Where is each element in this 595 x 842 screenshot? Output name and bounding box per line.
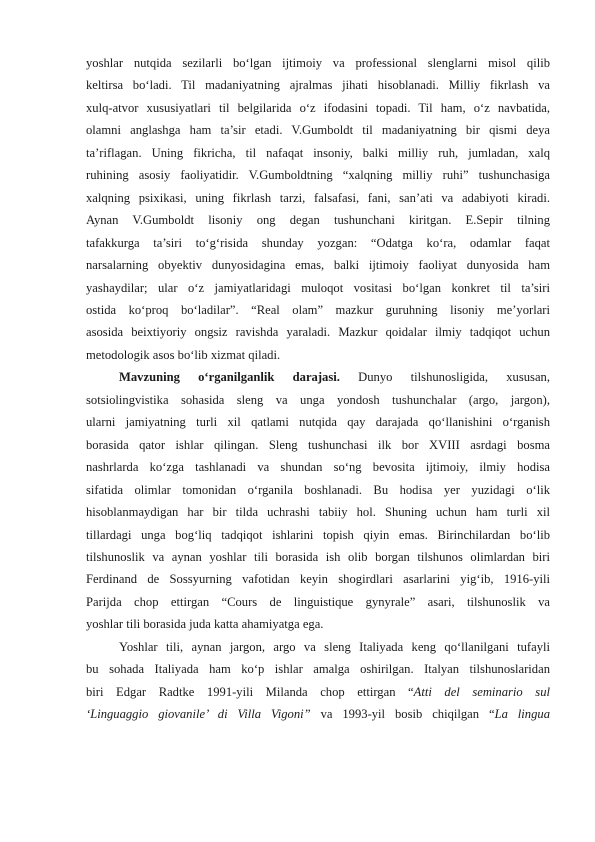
text-line — [86, 681, 550, 703]
text-line: yashaydilar; ular o‘z jamiyatlaridagi muloqot vositasi bo‘lgan konkret til ta’siri — [86, 280, 550, 295]
text-line: tilshunoslik va aynan yoshlar tili borasida ish olib borgan tilshunos olimlardan biri — [86, 549, 550, 564]
text-line: Yoshlar tili, aynan jargon, argo va sleng Italiyada keng qo‘llanilgani tufayli — [119, 639, 550, 654]
body-text — [86, 52, 550, 726]
text-line: ostida ko‘proq bo‘ladilar”. “Real olam” mazkur guruhning lisoniy me’yorlari — [86, 302, 550, 317]
paragraph-3 — [86, 636, 550, 726]
text-line: asosida beixtiyoriy ongsiz ravishda yaraladi. Mazkur qoidalar ilmiy tadqiqot uchun — [86, 325, 550, 340]
text-line: Aynan V.Gumboldt lisoniy ong degan tushunchani kiritgan. E.Sepir tilning — [86, 213, 550, 228]
text-line: tillardagi unga bog‘liq tadqiqot ishlarini topish qiyin emas. Birinchilardan bo‘lib — [86, 527, 550, 542]
text-line: nashrlarda ko‘zga tashlanadi va shundan so‘ng bevosita ijtimoiy, ilmiy hodisa — [86, 460, 550, 475]
text-segment: biri Edgar Radtke 1991-yili Milanda chop ettirgan “ — [86, 684, 414, 699]
text-line: ruhining asosiy faoliyatidir. V.Gumboldtning “xalqning milliy ruhi” tushunchasiga — [86, 168, 550, 183]
text-line: Parijda chop ettirgan “Cours de linguistique gynyrale” asari, tilshunoslik va — [86, 594, 550, 609]
text-line: olamni anglashga ham ta’sir etadi. V.Gumboldt til madaniyatning bir qismi deya — [86, 123, 550, 138]
text-line: narsalarning obyektiv dunyosidagina emas, balki ijtimoiy faoliyat dunyosida ham — [86, 258, 550, 273]
text-line: metodologik asos bo‘lib xizmat qiladi. — [86, 347, 281, 362]
text-line: xalqning psixikasi, uning fikrlash tarzi, falsafasi, fani, san’ati va adabiyoti kiradi. — [86, 190, 550, 205]
text-line: borasida qator ishlar qilingan. Sleng tushunchasi ilk bor XVIII asrdagi bosma — [86, 437, 550, 452]
text-segment: va 1993-yil bosib chiqilgan “ — [310, 707, 495, 722]
text-line: yoshlar tili borasida juda katta ahamiyatga ega. — [86, 617, 324, 632]
text-line: sifatida olimlar tomonidan o‘rganila boshlanadi. Bu hodisa yer yuzidagi o‘lik — [86, 482, 550, 497]
text-line — [86, 366, 550, 388]
section-heading: Mavzuning o‘rganilganlik darajasi. — [119, 370, 340, 385]
text-line: keltirsa bo‘ladi. Til madaniyatning ajralmas jihati hisoblanadi. Milliy fikrlash va — [86, 78, 550, 93]
text-line: ta’riflagan. Uning fikricha, til nafaqat insoniy, balki milliy ruh, jumladan, xalq — [86, 145, 550, 160]
text-line: Ferdinand de Sossyurning vafotidan keyin shogirdlari asarlarini yig‘ib, 1916-yili — [86, 572, 550, 587]
text-line — [86, 703, 550, 725]
text-line: tafakkurga ta’siri to‘g‘risida shunday yozgan: “Odatga ko‘ra, odamlar faqat — [86, 235, 550, 250]
paragraph-1 — [86, 52, 550, 366]
text-line: bu sohada Italiyada ham ko‘p ishlar amalga oshirilgan. Italyan tilshunoslaridan — [86, 662, 550, 677]
heading-continuation: Dunyo tilshunosligida, xususan, — [339, 370, 550, 385]
text-line: hisoblanmaydigan har bir tilda uchrashi tabiiy hol. Shuning uchun ham turli xil — [86, 505, 550, 520]
text-line: sotsiolingvistika sohasida sleng va unga yondosh tushunchalar (argo, jargon), — [86, 392, 550, 407]
italic-title: ‘Linguaggio giovanile’ di Villa Vigoni” — [86, 707, 311, 722]
text-line: yoshlar nutqida sezilarli bo‘lgan ijtimoiy va professional slenglarni misol qilib — [86, 56, 550, 70]
paragraph-2 — [86, 366, 550, 635]
text-line: xulq-atvor xususiyatlari til belgilarida o‘z ifodasini topadi. Til ham, o‘z navbatida, — [86, 100, 550, 115]
text-line: ularni jamiyatning turli xil qatlami nutqida qay darajada qo‘llanishini o‘rganish — [86, 415, 550, 430]
italic-title: Atti del seminario sul — [413, 684, 550, 699]
italic-title: La lingua — [494, 707, 550, 722]
